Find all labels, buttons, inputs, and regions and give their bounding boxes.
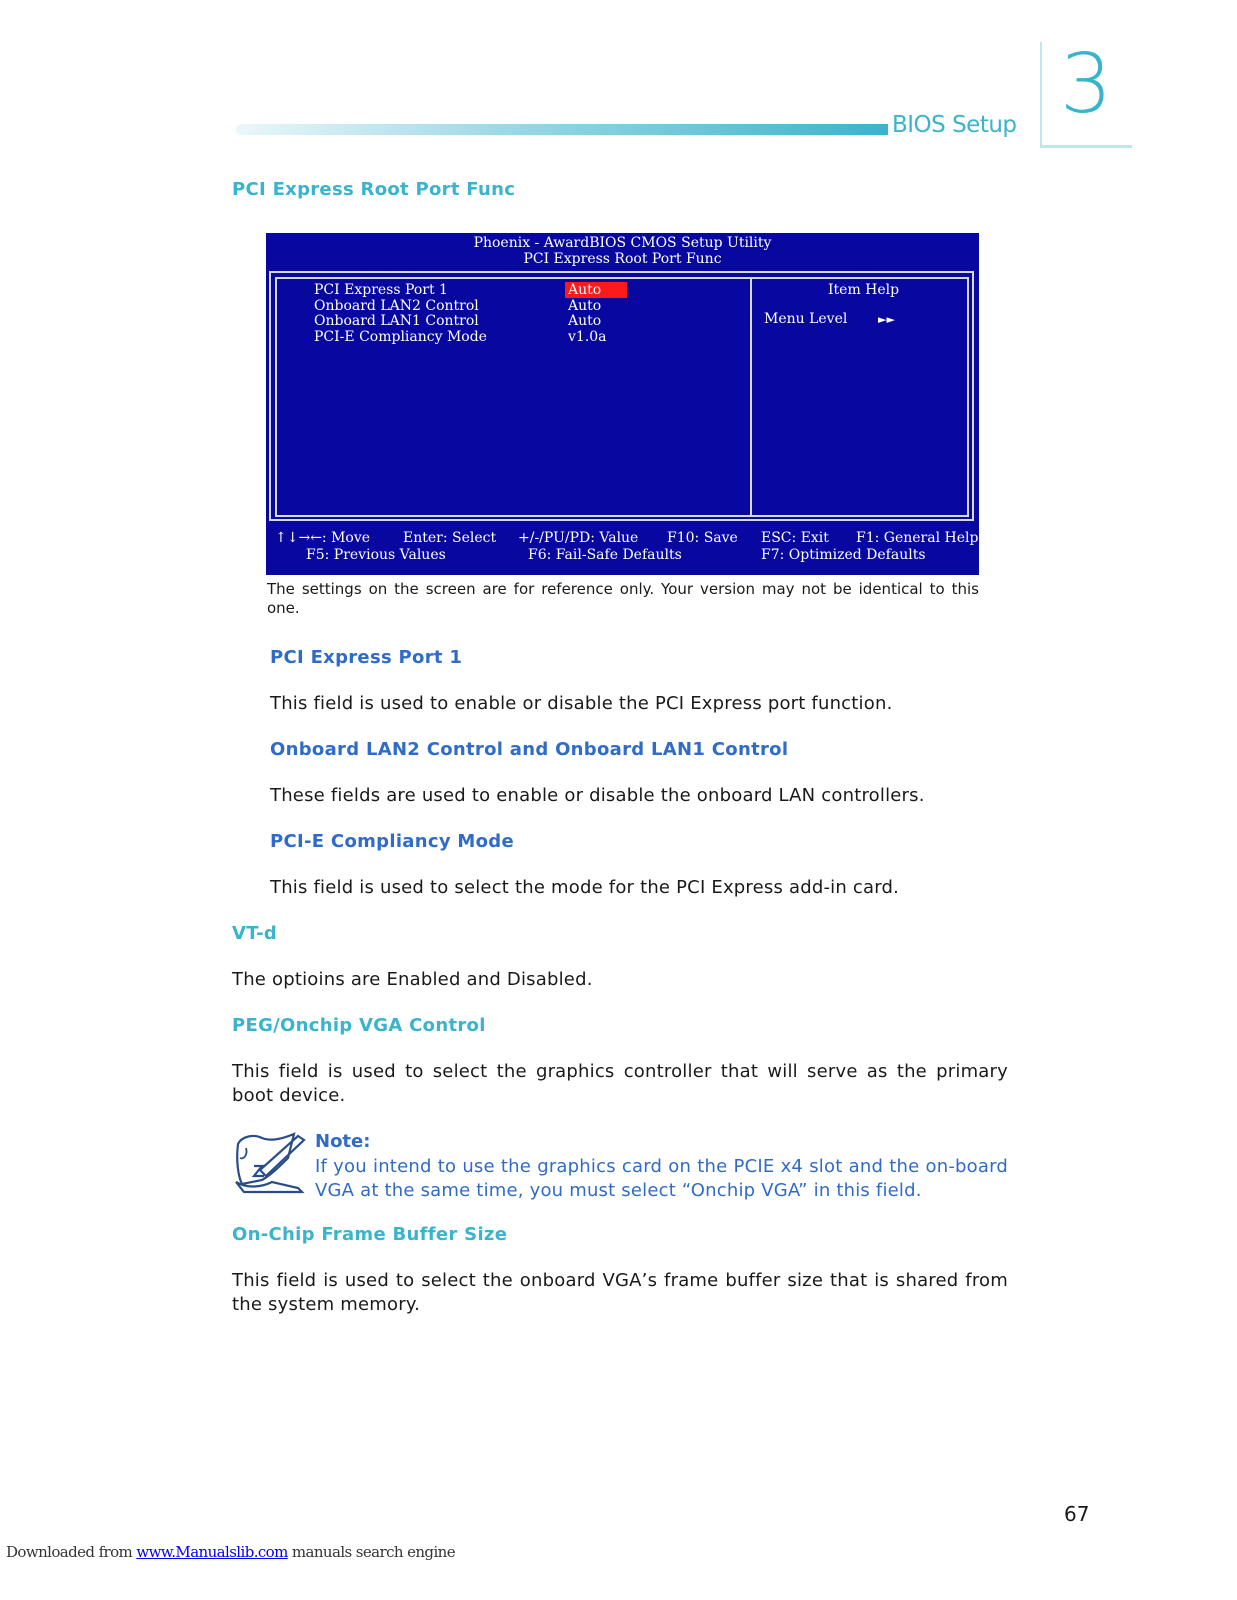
bios-screenshot <box>266 233 979 575</box>
chapter-frame-horizontal <box>1040 145 1132 148</box>
menu-level-arrows-icon: ►► <box>878 313 895 326</box>
note-title: Note: <box>315 1131 371 1152</box>
text-peg-vga: This field is used to select the graphics controller that will serve as the primary boot device. <box>232 1061 1008 1106</box>
bios-title-line1: Phoenix - AwardBIOS CMOS Setup Utility <box>473 235 772 251</box>
header-section-title: BIOS Setup <box>892 112 1017 138</box>
bios-item-value-selected[interactable]: Auto <box>565 282 627 298</box>
note-text: If you intend to use the graphics card on the PCIE x4 slot and the on-board VGA at the same time, you must select “Onchip VGA” in this field. <box>315 1156 1008 1201</box>
bios-help-divider <box>750 277 752 517</box>
heading-frame-buffer: On-Chip Frame Buffer Size <box>232 1224 508 1245</box>
bios-key-value: +/-/PU/PD: Value <box>518 530 639 546</box>
text-onboard-lan: These fields are used to enable or disable the onboard LAN controllers. <box>270 785 925 806</box>
header-bar-end <box>880 124 888 135</box>
text-pci-express-port1: This field is used to enable or disable the PCI Express port function. <box>270 693 893 714</box>
text-frame-buffer: This field is used to select the onboard VGA’s frame buffer size that is shared from the system memory. <box>232 1270 1008 1315</box>
bios-item-value[interactable]: Auto <box>568 313 602 329</box>
bios-key-optimized: F7: Optimized Defaults <box>761 547 926 563</box>
header-decorative-bar <box>236 124 886 135</box>
bios-title-line2: PCI Express Root Port Func <box>523 251 722 267</box>
footer-prefix: Downloaded from <box>6 1543 137 1561</box>
bios-item-label[interactable]: Onboard LAN1 Control <box>314 313 479 329</box>
heading-vt-d: VT-d <box>232 923 278 944</box>
heading-pci-express-port1: PCI Express Port 1 <box>270 647 463 668</box>
bios-key-save: F10: Save <box>667 530 738 546</box>
bios-item-value[interactable]: v1.0a <box>568 329 607 345</box>
download-footer <box>6 1543 455 1561</box>
heading-peg-vga: PEG/Onchip VGA Control <box>232 1015 486 1036</box>
bios-item-value[interactable]: Auto <box>568 298 602 314</box>
section-heading: PCI Express Root Port Func <box>232 179 516 200</box>
bios-key-enter: Enter: Select <box>403 530 497 546</box>
bios-menu-level: Menu Level <box>764 311 848 327</box>
heading-pcie-compliancy: PCI-E Compliancy Mode <box>270 831 514 852</box>
text-vt-d: The optioins are Enabled and Disabled. <box>232 969 593 990</box>
footer-suffix: manuals search engine <box>287 1543 455 1561</box>
bios-item-label[interactable]: Onboard LAN2 Control <box>314 298 479 314</box>
heading-onboard-lan: Onboard LAN2 Control and Onboard LAN1 Control <box>270 739 789 760</box>
bios-help-title: Item Help <box>828 282 900 298</box>
bios-key-help: F1: General Help <box>856 530 979 546</box>
page-number: 67 <box>1064 1502 1090 1526</box>
note-pen-icon <box>232 1130 308 1194</box>
bios-key-previous: F5: Previous Values <box>306 547 446 563</box>
chapter-number: 3 <box>1060 37 1113 132</box>
bios-key-exit: ESC: Exit <box>761 530 829 546</box>
bios-key-move: ↑↓→←: Move <box>275 530 371 546</box>
screenshot-caption: The settings on the screen are for reference only. Your version may not be identical to this one. <box>267 580 979 617</box>
bios-key-failsafe: F6: Fail-Safe Defaults <box>528 547 682 563</box>
bios-item-label[interactable]: PCI-E Compliancy Mode <box>314 329 487 345</box>
text-pcie-compliancy: This field is used to select the mode for the PCI Express add-in card. <box>270 877 900 898</box>
chapter-frame-vertical <box>1040 42 1042 148</box>
bios-item-label[interactable]: PCI Express Port 1 <box>314 282 448 298</box>
manualslib-link[interactable]: www.Manualslib.com <box>136 1543 288 1561</box>
